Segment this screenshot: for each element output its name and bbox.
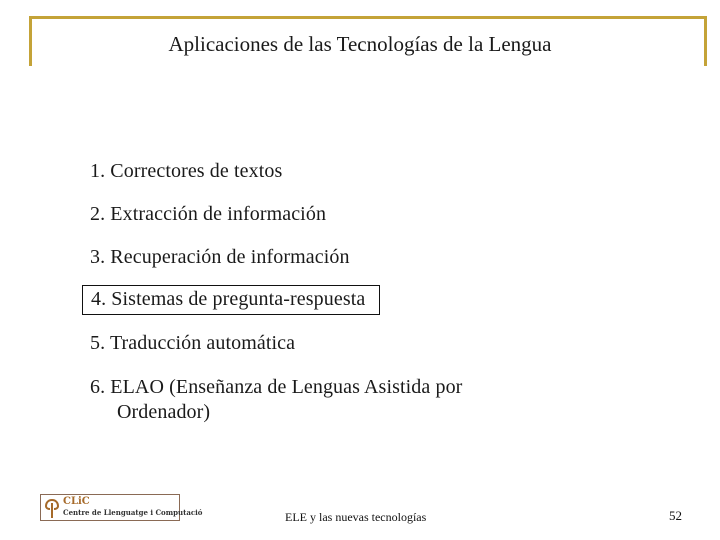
clic-logo-name: CLiC (63, 496, 90, 507)
list-item-4-highlighted: 4. Sistemas de pregunta-respuesta (82, 285, 380, 315)
clic-logo-subtitle: Centre de Llenguatge i Computació (63, 508, 203, 517)
footer-text: ELE y las nuevas tecnologías (285, 510, 427, 524)
slide-title: Aplicaciones de las Tecnologías de la Lengua (168, 32, 552, 56)
list-item-3: 3. Recuperación de información (90, 246, 350, 268)
list-item-6 (90, 375, 462, 425)
list-item-6-line-1: 6. ELAO (Enseñanza de Lenguas Asistida por (90, 376, 463, 398)
page-number: 52 (669, 508, 682, 523)
list-item-6-line-2: Ordenador) (117, 401, 211, 423)
list-item-5: 5. Traducción automática (90, 332, 296, 354)
title-frame-top (29, 16, 707, 19)
list-item-1: 1. Correctores de textos (90, 160, 283, 182)
list-item-2: 2. Extracción de información (90, 203, 327, 225)
clic-logo-icon (43, 497, 61, 519)
clic-logo (40, 494, 203, 521)
